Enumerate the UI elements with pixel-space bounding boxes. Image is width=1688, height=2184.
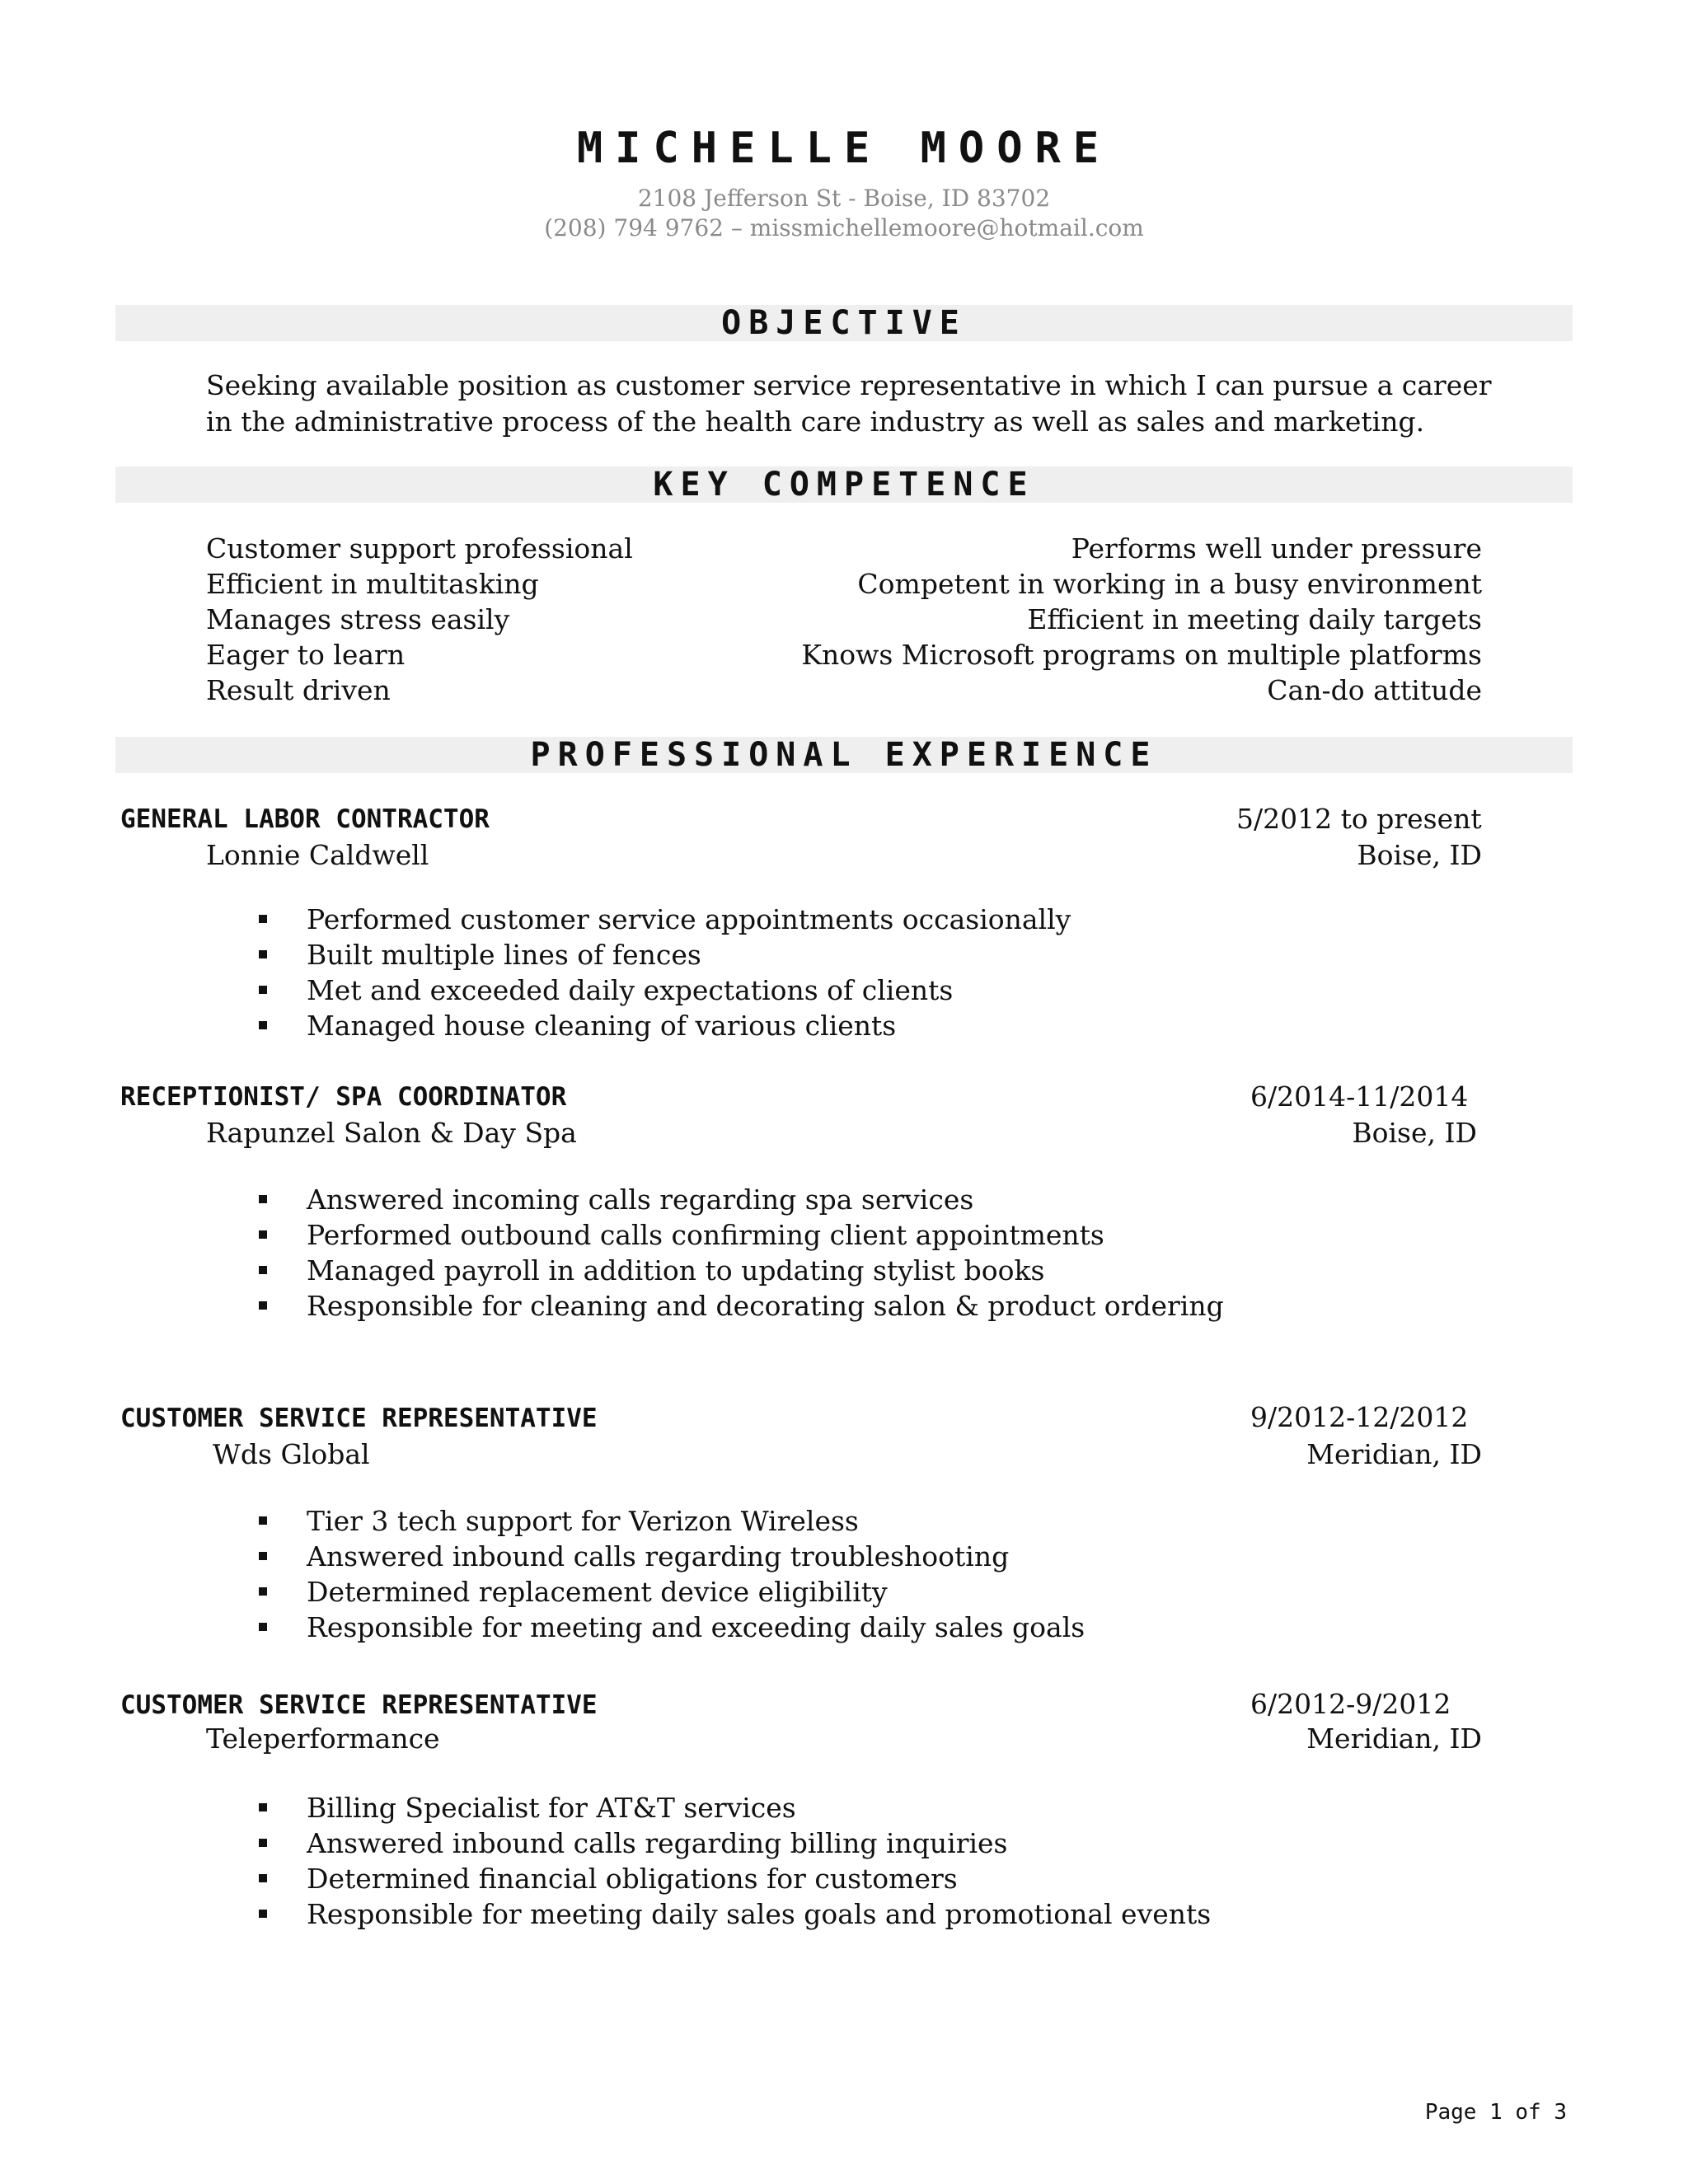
job-bullet-list xyxy=(256,1790,1211,1932)
competence-item: Customer support professional xyxy=(206,532,633,565)
square-bullet-icon xyxy=(259,986,267,994)
job-bullet: Responsible for meeting daily sales goals and promotional events xyxy=(256,1896,1211,1932)
job-title: GENERAL LABOR CONTRACTOR xyxy=(120,804,490,834)
job-bullet: Responsible for cleaning and decorating salon & product ordering xyxy=(256,1288,1224,1324)
competence-item: Efficient in meeting daily targets xyxy=(1027,603,1482,635)
square-bullet-icon xyxy=(259,1839,267,1847)
competence-left-list xyxy=(206,531,633,708)
job-company: Wds Global xyxy=(213,1438,370,1470)
square-bullet-icon xyxy=(259,950,267,958)
job-bullet-list xyxy=(256,1503,1085,1645)
square-bullet-icon xyxy=(259,915,267,923)
objective-heading: OBJECTIVE xyxy=(721,304,967,342)
job-location: Boise, ID xyxy=(1352,1117,1477,1149)
square-bullet-icon xyxy=(259,1516,267,1525)
job-dates: 6/2014-11/2014 xyxy=(1250,1080,1469,1113)
square-bullet-icon xyxy=(259,1910,267,1918)
job-bullet: Met and exceeded daily expectations of clients xyxy=(256,972,1071,1008)
square-bullet-icon xyxy=(259,1803,267,1811)
job-bullet: Billing Specialist for AT&T services xyxy=(256,1790,1211,1825)
job-bullet-list xyxy=(256,902,1071,1043)
competence-item: Can-do attitude xyxy=(1267,674,1482,706)
job-title: RECEPTIONIST/ SPA COORDINATOR xyxy=(120,1082,567,1112)
square-bullet-icon xyxy=(259,1623,267,1631)
job-location: Meridian, ID xyxy=(1306,1438,1482,1470)
job-title: CUSTOMER SERVICE REPRESENTATIVE xyxy=(120,1404,598,1433)
square-bullet-icon xyxy=(259,1874,267,1882)
job-bullet: Performed customer service appointments occasionally xyxy=(256,902,1071,937)
job-bullet: Answered incoming calls regarding spa services xyxy=(256,1182,1224,1217)
job-bullet: Built multiple lines of fences xyxy=(256,937,1071,972)
square-bullet-icon xyxy=(259,1552,267,1560)
competence-item: Competent in working in a busy environment xyxy=(857,568,1482,600)
competence-item: Manages stress easily xyxy=(206,603,510,635)
job-location: Meridian, ID xyxy=(1306,1722,1482,1755)
page-number: Page 1 of 3 xyxy=(1424,2100,1567,2125)
square-bullet-icon xyxy=(259,1266,267,1274)
address-line: 2108 Jefferson St - Boise, ID 83702 xyxy=(637,185,1051,212)
job-bullet-list xyxy=(256,1182,1224,1324)
competence-item: Knows Microsoft programs on multiple platforms xyxy=(801,639,1482,671)
square-bullet-icon xyxy=(259,1195,267,1203)
job-bullet: Tier 3 tech support for Verizon Wireless xyxy=(256,1503,1085,1539)
job-title: CUSTOMER SERVICE REPRESENTATIVE xyxy=(120,1690,598,1720)
square-bullet-icon xyxy=(259,1230,267,1239)
job-bullet: Managed house cleaning of various clients xyxy=(256,1008,1071,1043)
competence-item: Result driven xyxy=(206,674,391,706)
square-bullet-icon xyxy=(259,1587,267,1596)
competence-heading: KEY COMPETENCE xyxy=(653,466,1035,504)
job-dates: 9/2012-12/2012 xyxy=(1250,1401,1469,1433)
job-bullet: Managed payroll in addition to updating stylist books xyxy=(256,1253,1224,1288)
square-bullet-icon xyxy=(259,1021,267,1029)
job-bullet: Determined financial obligations for customers xyxy=(256,1861,1211,1896)
competence-item: Performs well under pressure xyxy=(1071,532,1482,565)
job-bullet: Responsible for meeting and exceeding daily sales goals xyxy=(256,1610,1085,1645)
job-location: Boise, ID xyxy=(1357,839,1482,871)
job-dates: 6/2012-9/2012 xyxy=(1250,1688,1451,1720)
objective-text: Seeking available position as customer service representative in which I can pursue a career in the administrative process of the health care industry as well as sales and marketing. xyxy=(206,369,1492,438)
contact-line: (208) 794 9762 – missmichellemoore@hotmail.com xyxy=(544,214,1144,241)
experience-heading: PROFESSIONAL EXPERIENCE xyxy=(530,736,1158,774)
job-company: Lonnie Caldwell xyxy=(206,839,429,871)
job-company: Rapunzel Salon & Day Spa xyxy=(206,1117,577,1149)
job-bullet: Answered inbound calls regarding troubleshooting xyxy=(256,1539,1085,1574)
job-company: Teleperformance xyxy=(206,1722,440,1755)
competence-right-list xyxy=(801,531,1482,708)
job-bullet: Performed outbound calls confirming client appointments xyxy=(256,1217,1224,1253)
job-bullet: Determined replacement device eligibility xyxy=(256,1574,1085,1610)
competence-item: Efficient in multitasking xyxy=(206,568,539,600)
competence-item: Eager to learn xyxy=(206,639,406,671)
square-bullet-icon xyxy=(259,1301,267,1310)
job-dates: 5/2012 to present xyxy=(1236,803,1482,835)
resume-name: MICHELLE MOORE xyxy=(576,124,1112,173)
job-bullet: Answered inbound calls regarding billing inquiries xyxy=(256,1825,1211,1861)
